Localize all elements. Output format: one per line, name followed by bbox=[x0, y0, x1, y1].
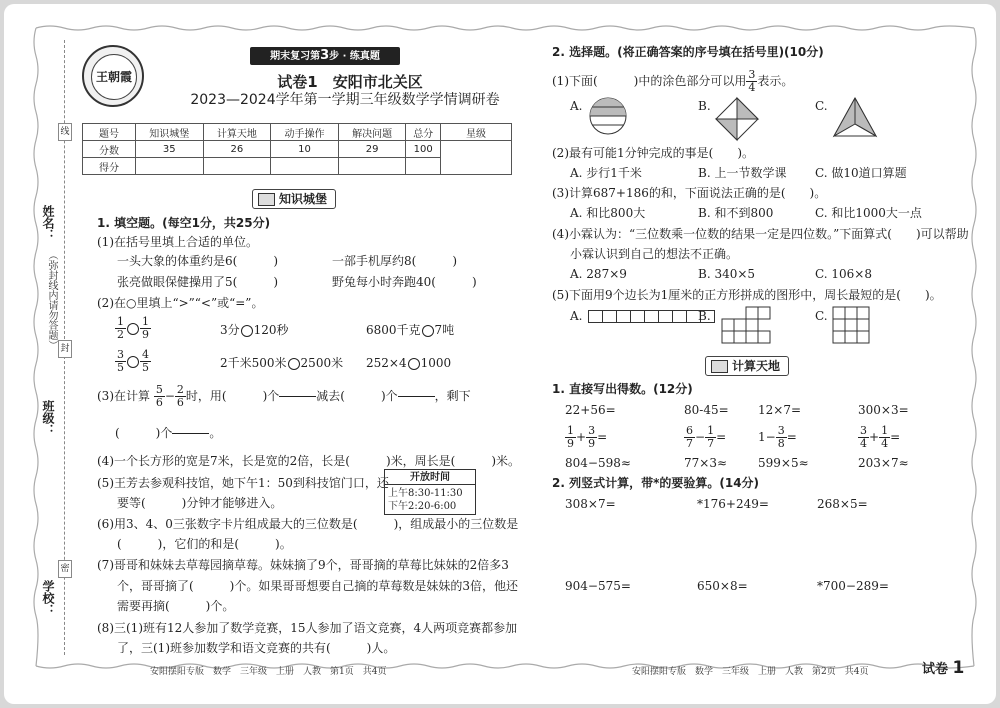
q1-1a: 一头大象的体重约是6( ) bbox=[117, 254, 278, 268]
score-cell: 100 bbox=[406, 141, 441, 158]
q2-4a: (4)小霖认为：“三位数乘一位数的结果一定是四位数。”下面算式( )可以帮助 bbox=[552, 227, 969, 241]
c1-item-frac-d[interactable]: $\frac{3}{4}$ + $\frac{1}{4}$ = bbox=[860, 424, 901, 450]
score-cell: 29 bbox=[338, 141, 406, 158]
score-points-row bbox=[83, 141, 512, 158]
q1-7c: 需要再摘( )个。 bbox=[117, 599, 235, 613]
q1-5b: 要等( )分钟才能够进入。 bbox=[117, 496, 283, 510]
fraction: $\frac{3}{9}$ bbox=[588, 424, 596, 450]
seal-warning: （弥封线内请勿答题） bbox=[46, 250, 57, 350]
blank-fraction[interactable] bbox=[398, 384, 435, 409]
blank-fraction[interactable] bbox=[172, 421, 209, 446]
q2-4-opt-c[interactable]: C. 106×8 bbox=[815, 267, 872, 281]
q1-heading: 1. 填空题。(每空1分，共25分) bbox=[97, 216, 271, 230]
q2-2-opt-a[interactable]: A. 步行1千米 bbox=[570, 166, 642, 180]
c1-item[interactable]: 203×7≈ bbox=[858, 456, 909, 470]
footer-left: 安阳摆阳专版 数学 三年级 上册 人教 第1页 共4页 bbox=[150, 667, 387, 677]
page-mark-number: 1 bbox=[952, 658, 965, 678]
compare-d bbox=[115, 349, 151, 374]
logo-text: 王朝霞 bbox=[91, 54, 137, 100]
compare-a bbox=[115, 316, 151, 341]
c2-item[interactable]: *176+249= bbox=[697, 497, 769, 511]
score-cell bbox=[338, 158, 406, 175]
q2-4-opt-a[interactable]: A. 287×9 bbox=[570, 267, 627, 281]
q1-3-cont: ( )个 。 bbox=[115, 421, 221, 446]
c1-item-frac-c[interactable]: 1− $\frac{3}{8}$ = bbox=[758, 424, 797, 450]
school-label: 学校： bbox=[41, 580, 55, 616]
opening-hours-am: 上午8:30-11:30 bbox=[388, 488, 463, 499]
score-table bbox=[82, 123, 512, 175]
fraction: $\frac{5}{6}$ bbox=[155, 383, 163, 409]
opening-hours-box bbox=[384, 469, 476, 515]
compare-circle[interactable] bbox=[408, 358, 420, 370]
score-cell: 10 bbox=[271, 141, 339, 158]
score-cell: 分数 bbox=[83, 141, 136, 158]
grid-figure-b[interactable] bbox=[714, 306, 774, 344]
seal-tag-secret: 密 bbox=[58, 560, 72, 578]
q2-3: (3)计算687+186的和，下面说法正确的是( )。 bbox=[552, 186, 827, 200]
q1-7b: 个，哥哥摘了( )个。如果哥哥想要自己摘的草莓数是妹妹的3倍，他还 bbox=[117, 579, 519, 593]
score-cell: 26 bbox=[203, 141, 271, 158]
triangle-figure[interactable] bbox=[832, 96, 878, 140]
score-header-cell: 计算天地 bbox=[203, 124, 271, 141]
q2-3-opt-c[interactable]: C. 和比1000大一点 bbox=[815, 206, 922, 220]
q1-5a: (5)王芳去参观科技馆，她下午1：50到科技馆门口，还 bbox=[97, 476, 389, 490]
q2-4-opt-b[interactable]: B. 340×5 bbox=[698, 267, 756, 281]
score-cell bbox=[271, 158, 339, 175]
compare-circle[interactable] bbox=[422, 325, 434, 337]
fraction: $\frac{1}{9}$ bbox=[567, 424, 574, 450]
score-cell bbox=[136, 158, 204, 175]
score-cell bbox=[203, 158, 271, 175]
grid-figure-a[interactable] bbox=[588, 308, 714, 324]
fraction: $\frac{4}{5}$ bbox=[142, 348, 149, 374]
page-mark-label: 试卷 bbox=[922, 662, 949, 677]
fraction: $\frac{1}{2}$ bbox=[117, 315, 124, 341]
section-calc bbox=[705, 356, 789, 376]
footer-right: 安阳摆阳专版 数学 三年级 上册 人教 第2页 共4页 bbox=[632, 667, 869, 677]
review-banner bbox=[250, 47, 400, 65]
seal-tag-line: 线 bbox=[58, 123, 72, 141]
option-b-label: B. bbox=[698, 99, 711, 113]
option-a-label: A. bbox=[570, 99, 583, 113]
fraction: $\frac{3}{4}$ bbox=[860, 424, 867, 450]
compare-e: 2千米500米 2500米 bbox=[220, 356, 344, 370]
c1-item[interactable]: 804−598≈ bbox=[565, 456, 631, 470]
q2-2: (2)最有可能1分钟完成的事是( )。 bbox=[552, 146, 754, 160]
q1-1: (1)在括号里填上合适的单位。 bbox=[97, 235, 258, 249]
q1-1b: 一部手机厚约8( ) bbox=[332, 254, 457, 268]
opening-hours-pm: 下午2:20-6:00 bbox=[388, 501, 457, 512]
fraction: $\frac{2}{6}$ bbox=[176, 383, 184, 409]
q1-4: (4)一个长方形的宽是7米，长是宽的2倍，长是( )米，周长是( )米。 bbox=[97, 454, 520, 468]
option-c-label: C. bbox=[815, 99, 828, 113]
score-cell: 得分 bbox=[83, 158, 136, 175]
book-icon bbox=[258, 193, 275, 206]
q2-1: (1)下面( )中的涂色部分可以用 $\frac{3}{4}$ 表示。 bbox=[552, 68, 794, 94]
fraction: $\frac{6}{7}$ bbox=[686, 424, 693, 450]
score-header-cell: 解决问题 bbox=[338, 124, 406, 141]
q2-5: (5)下面用9个边长为1厘米的正方形拼成的图形中，周长最短的是( )。 bbox=[552, 288, 942, 302]
c1-item[interactable]: 599×5≈ bbox=[758, 456, 809, 470]
c1-heading: 1. 直接写出得数。(12分) bbox=[552, 382, 693, 396]
exam-title: 试卷1 安阳市北关区 bbox=[277, 73, 423, 91]
q1-8a: (8)三(1)班有12人参加了数学竞赛，15人参加了语文竞赛，4人两项竞赛都参加 bbox=[97, 621, 518, 635]
section-calc-label: 计算天地 bbox=[732, 359, 781, 373]
opening-hours-title: 开放时间 bbox=[385, 471, 475, 485]
score-header-cell: 星级 bbox=[441, 124, 512, 141]
grid-figure-c[interactable] bbox=[832, 306, 870, 344]
c1-item-frac-a[interactable]: $\frac{1}{9}$ + $\frac{3}{9}$ = bbox=[567, 424, 608, 450]
c2-item[interactable]: 904−575= bbox=[565, 579, 631, 593]
score-header-cell: 知识城堡 bbox=[136, 124, 204, 141]
class-label: 班级： bbox=[41, 400, 55, 436]
c1-item[interactable]: 22+56= bbox=[565, 403, 616, 417]
fraction: $\frac{3}{8}$ bbox=[777, 424, 785, 450]
score-header-cell: 动手操作 bbox=[271, 124, 339, 141]
q1-7a: (7)哥哥和妹妹去草莓园摘草莓。妹妹摘了9个，哥哥摘的草莓比妹妹的2倍多3 bbox=[97, 558, 509, 572]
seal-tag-seal: 封 bbox=[58, 340, 72, 358]
brand-logo bbox=[82, 45, 144, 107]
q1-6a: (6)用3、4、0三张数字卡片组成最大的三位数是( )，组成最小的三位数是 bbox=[97, 517, 519, 531]
score-header-row bbox=[83, 124, 512, 141]
fraction: $\frac{1}{4}$ bbox=[881, 424, 889, 450]
q2-2-opt-c[interactable]: C. 做10道口算题 bbox=[815, 166, 907, 180]
fraction: $\frac{1}{9}$ bbox=[142, 315, 149, 341]
q2-5-b-label: B. bbox=[698, 309, 711, 323]
q2-5-a-label: A. bbox=[570, 309, 583, 323]
section-knowledge-label: 知识城堡 bbox=[279, 192, 328, 206]
q2-3-opt-a[interactable]: A. 和比800大 bbox=[570, 206, 646, 220]
score-header-cell: 题号 bbox=[83, 124, 136, 141]
q1-6b: ( )，它们的和是( )。 bbox=[117, 537, 292, 551]
q2-5-c-label: C. bbox=[815, 309, 828, 323]
fraction: $\frac{1}{7}$ bbox=[707, 424, 715, 450]
c1-item-frac-b[interactable]: $\frac{6}{7}$ − $\frac{1}{7}$ = bbox=[686, 424, 727, 450]
q2-heading: 2. 选择题。(将正确答案的序号填在括号里)(10分) bbox=[552, 45, 824, 59]
c1-item[interactable]: 80-45= bbox=[684, 403, 729, 417]
circle-figure[interactable] bbox=[588, 96, 628, 136]
compare-b: 3分 120秒 bbox=[220, 323, 289, 337]
section-knowledge bbox=[252, 189, 336, 209]
q1-8b: 了，三(1)班参加数学和语文竞赛的共有( )人。 bbox=[117, 641, 396, 655]
compare-circle[interactable] bbox=[127, 356, 139, 368]
c2-item[interactable]: 650×8= bbox=[697, 579, 748, 593]
q2-4b: 小霖认识到自己的想法不正确。 bbox=[570, 247, 739, 261]
calculator-icon bbox=[711, 360, 728, 373]
fraction: $\frac{3}{4}$ bbox=[748, 68, 756, 94]
q2-3-opt-b[interactable]: B. 和不到800 bbox=[698, 206, 774, 220]
compare-f: 252×4 1000 bbox=[366, 356, 452, 370]
q1-1d: 野兔每小时奔跑40( ) bbox=[332, 275, 477, 289]
compare-circle[interactable] bbox=[288, 358, 300, 370]
q1-1c: 张亮做眼保健操用了5( ) bbox=[117, 275, 278, 289]
score-header-cell: 总分 bbox=[406, 124, 441, 141]
star-rating-cell bbox=[441, 141, 512, 175]
blank-fraction[interactable] bbox=[279, 384, 316, 409]
compare-circle[interactable] bbox=[241, 325, 253, 337]
c1-item[interactable]: 77×3≈ bbox=[684, 456, 728, 470]
q1-2: (2)在○里填上“>”“<”或“=”。 bbox=[97, 296, 264, 310]
q2-2-opt-b[interactable]: B. 上一节数学课 bbox=[698, 166, 787, 180]
c2-item[interactable]: *700−289= bbox=[817, 579, 889, 593]
compare-circle[interactable] bbox=[127, 323, 139, 335]
square-figure[interactable] bbox=[714, 96, 760, 142]
name-label: 姓名： bbox=[41, 205, 55, 241]
q1-3: (3)在计算 $\frac{5}{6}$ − $\frac{2}{6}$ 时，用( )个 减去( )个 ，剩下 bbox=[97, 383, 471, 409]
score-cell: 35 bbox=[136, 141, 204, 158]
banner-post: 步 · 练真题 bbox=[329, 51, 380, 62]
fraction: $\frac{3}{5}$ bbox=[117, 348, 124, 374]
c2-heading: 2. 列竖式计算，带*的要验算。(14分) bbox=[552, 476, 760, 490]
score-cell bbox=[406, 158, 441, 175]
c2-item[interactable]: 308×7= bbox=[565, 497, 616, 511]
c1-item[interactable]: 12×7= bbox=[758, 403, 802, 417]
banner-num: 3 bbox=[320, 48, 330, 63]
compare-c: 6800千克 7吨 bbox=[366, 323, 455, 337]
page-mark bbox=[922, 658, 964, 678]
banner-pre: 期末复习第 bbox=[270, 51, 321, 62]
c1-item[interactable]: 300×3= bbox=[858, 403, 909, 417]
exam-subtitle: 2023—2024学年第一学期三年级数学学情调研卷 bbox=[190, 92, 500, 108]
c2-item[interactable]: 268×5= bbox=[817, 497, 868, 511]
